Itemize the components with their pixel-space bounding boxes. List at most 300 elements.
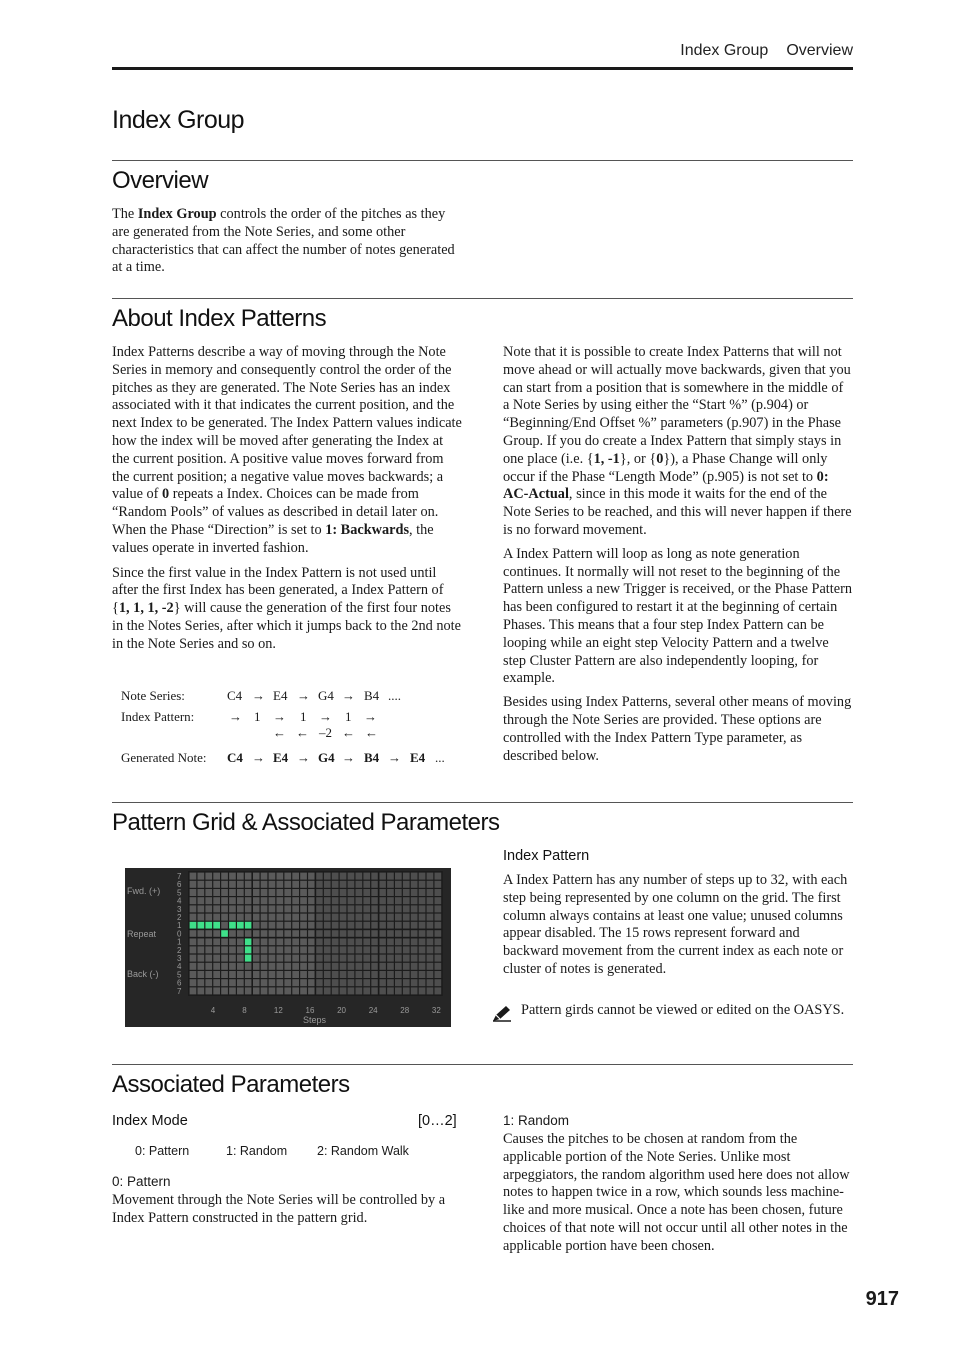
grid-cell [229, 987, 236, 994]
grid-cell [253, 873, 260, 880]
grid-cell [284, 955, 291, 962]
grid-cell [300, 897, 307, 904]
grid-cell [371, 922, 378, 929]
grid-cell [324, 914, 331, 921]
grid-cell [395, 979, 402, 986]
grid-cell [284, 938, 291, 945]
grid-row-number: 7 [177, 986, 182, 996]
grid-cell [419, 979, 426, 986]
grid-cell [269, 987, 276, 994]
grid-cell [292, 922, 299, 929]
grid-cell [229, 873, 236, 880]
grid-cell [427, 905, 434, 912]
grid-cell [245, 930, 252, 937]
grid-cell [284, 971, 291, 978]
example-cell: B4 [364, 750, 380, 765]
grid-cell [363, 938, 370, 945]
grid-cell [356, 881, 363, 888]
grid-cell [395, 946, 402, 953]
grid-cell [261, 914, 268, 921]
about-heading: About Index Patterns [112, 305, 327, 332]
grid-cell [205, 897, 212, 904]
grid-cell [363, 963, 370, 970]
grid-cell [348, 955, 355, 962]
grid-cell [284, 905, 291, 912]
grid-cell [419, 922, 426, 929]
grid-cell [269, 946, 276, 953]
grid-cell-on [198, 922, 205, 929]
grid-cell [190, 987, 197, 994]
grid-cell [190, 979, 197, 986]
grid-cell [419, 897, 426, 904]
grid-cell [284, 914, 291, 921]
grid-cell [324, 905, 331, 912]
grid-cell [379, 987, 386, 994]
grid-cell [205, 889, 212, 896]
grid-cell [435, 873, 442, 880]
grid-cell [221, 987, 228, 994]
example-cell: E4 [273, 750, 289, 765]
grid-cell [198, 930, 205, 937]
running-header-subsection: Overview [786, 42, 853, 59]
grid-cell [237, 946, 244, 953]
grid-cell [363, 873, 370, 880]
grid-cell [316, 963, 323, 970]
grid-cell [213, 955, 220, 962]
grid-cell [269, 914, 276, 921]
grid-cell [277, 930, 284, 937]
grid-cell [332, 979, 339, 986]
option-random-walk: 2: Random Walk [317, 1144, 409, 1158]
grid-cell [300, 946, 307, 953]
grid-cell [284, 946, 291, 953]
grid-cell [292, 946, 299, 953]
grid-cell [427, 897, 434, 904]
grid-cell [300, 955, 307, 962]
grid-cell [237, 971, 244, 978]
grid-cell [190, 930, 197, 937]
grid-cell [435, 897, 442, 904]
grid-cell [237, 963, 244, 970]
example-cell: 1 [300, 709, 307, 724]
grid-cell [198, 979, 205, 986]
grid-cell [300, 971, 307, 978]
grid-cell [190, 946, 197, 953]
grid-cell-on [245, 922, 252, 929]
grid-cell [261, 955, 268, 962]
grid-cell [435, 905, 442, 912]
grid-cell [277, 963, 284, 970]
opt1-body: Causes the pitches to be chosen at random from the applicable portion of the Note Series. Unlike most arpeggiators, the random algorithm used here does not allow notes to happen twice in a row, which sounds less machine-like and more musical. Once a note has been chosen, future choices of that note will not occur until all other notes in the applicable portion have been chosen. [503, 1131, 850, 1254]
grid-cell [198, 987, 205, 994]
grid-row-number: 3 [177, 904, 182, 914]
grid-x-tick: 12 [273, 1006, 283, 1015]
grid-cell [340, 930, 347, 937]
grid-cell [324, 955, 331, 962]
grid-cell [205, 963, 212, 970]
grid-cell [229, 971, 236, 978]
grid-cell-on [245, 955, 252, 962]
grid-cell [253, 955, 260, 962]
grid-cell [427, 987, 434, 994]
grid-cell [316, 873, 323, 880]
grid-cell [245, 905, 252, 912]
associated-heading: Associated Parameters [112, 1071, 350, 1098]
grid-cell [371, 963, 378, 970]
grid-cell-on [245, 938, 252, 945]
grid-cell [403, 897, 410, 904]
grid-cell [411, 914, 418, 921]
grid-cell [308, 963, 315, 970]
grid-cell [229, 946, 236, 953]
grid-cell [427, 930, 434, 937]
grid-cell [411, 955, 418, 962]
grid-cell [261, 930, 268, 937]
grid-cell [411, 987, 418, 994]
grid-cell [411, 873, 418, 880]
grid-cell [205, 873, 212, 880]
grid-cell [269, 881, 276, 888]
grid-cell [356, 946, 363, 953]
grid-cell [419, 914, 426, 921]
example-cell: B4 [364, 688, 380, 703]
section-rule [112, 160, 853, 161]
grid-label-steps: Steps [303, 1015, 327, 1025]
example-label-note-series: Note Series: [121, 688, 185, 703]
grid-cell [363, 881, 370, 888]
grid-cell [284, 873, 291, 880]
grid-cell [221, 979, 228, 986]
grid-cell [419, 987, 426, 994]
grid-cell [427, 946, 434, 953]
grid-cell [387, 889, 394, 896]
page-number: 917 [865, 1288, 899, 1310]
grid-cell [395, 963, 402, 970]
grid-cell [411, 922, 418, 929]
grid-cell [371, 881, 378, 888]
grid-cell [356, 971, 363, 978]
grid-cell [348, 881, 355, 888]
grid-cell [419, 938, 426, 945]
grid-cell [190, 914, 197, 921]
grid-row-number: 5 [177, 970, 182, 980]
grid-cell [379, 914, 386, 921]
grid-cell [340, 914, 347, 921]
grid-cell [237, 955, 244, 962]
grid-cell [245, 963, 252, 970]
grid-cell [340, 963, 347, 970]
grid-x-tick: 24 [368, 1006, 378, 1015]
grid-cell [363, 922, 370, 929]
example-label-index-pattern: Index Pattern: [121, 709, 195, 724]
section-rule [112, 1064, 853, 1065]
grid-label-fwd: Fwd. (+) [127, 886, 161, 896]
grid-cell [324, 922, 331, 929]
grid-cell [371, 905, 378, 912]
grid-cell [261, 979, 268, 986]
grid-cell [316, 987, 323, 994]
grid-cell [292, 905, 299, 912]
grid-cell [340, 897, 347, 904]
grid-cell [340, 938, 347, 945]
grid-cell [237, 930, 244, 937]
grid-cell [229, 930, 236, 937]
grid-cell [308, 946, 315, 953]
grid-cell [221, 938, 228, 945]
grid-cell [332, 930, 339, 937]
grid-cell [340, 955, 347, 962]
grid-cell [221, 873, 228, 880]
example-arrow: ← [342, 725, 355, 740]
grid-row-number: 2 [177, 945, 182, 955]
grid-cell [292, 914, 299, 921]
running-header-section: Index Group [680, 42, 769, 59]
grid-cell [284, 987, 291, 994]
grid-cell [292, 930, 299, 937]
grid-cell [363, 914, 370, 921]
example-arrow: → [342, 750, 355, 765]
grid-cell [395, 881, 402, 888]
grid-cell [308, 905, 315, 912]
overview-paragraph: The Index Group controls the order of the pitches as they are generated from the Note Series, and some other characteristics that can affect the number of notes generated at a time. [112, 206, 455, 276]
grid-cell [411, 897, 418, 904]
grid-cell [340, 946, 347, 953]
grid-cell [213, 946, 220, 953]
grid-cell [348, 971, 355, 978]
example-cell: –2 [319, 725, 332, 740]
grid-cell [403, 979, 410, 986]
grid-cell [363, 946, 370, 953]
grid-cell [300, 881, 307, 888]
grid-cell [371, 987, 378, 994]
grid-cell [221, 955, 228, 962]
grid-cell [261, 922, 268, 929]
grid-cell [324, 938, 331, 945]
grid-cell [213, 873, 220, 880]
grid-cell [277, 897, 284, 904]
grid-cell [277, 987, 284, 994]
example-arrow: → [388, 750, 401, 765]
grid-cell [237, 889, 244, 896]
example-cell: E4 [273, 688, 288, 703]
grid-cell [205, 905, 212, 912]
grid-cell [316, 905, 323, 912]
grid-cell [237, 914, 244, 921]
grid-cell [427, 955, 434, 962]
grid-cell [348, 914, 355, 921]
grid-cell [348, 897, 355, 904]
grid-cell [356, 914, 363, 921]
grid-cell [284, 922, 291, 929]
grid-cell [332, 905, 339, 912]
grid-row-number: 7 [177, 872, 182, 881]
grid-cell [403, 889, 410, 896]
grid-cell [395, 938, 402, 945]
grid-x-tick: 4 [210, 1006, 216, 1015]
grid-cell [435, 889, 442, 896]
grid-cell [198, 897, 205, 904]
grid-cell [340, 987, 347, 994]
grid-cell [363, 930, 370, 937]
grid-row-number: 3 [177, 954, 182, 963]
grid-cell [435, 971, 442, 978]
grid-cell [229, 914, 236, 921]
grid-cell [308, 881, 315, 888]
example-arrow: → [364, 709, 377, 724]
grid-cell [356, 955, 363, 962]
grid-label-back: Back (-) [127, 969, 159, 979]
grid-cell [435, 979, 442, 986]
grid-row-number: 4 [177, 896, 182, 906]
grid-cell [332, 881, 339, 888]
grid-cell [190, 873, 197, 880]
grid-cell [427, 889, 434, 896]
grid-row-number: 2 [177, 913, 182, 922]
grid-cell [300, 987, 307, 994]
index-pattern-paragraph: A Index Pattern has any number of steps up to 32, with each step being represented by one column on the grid. The first column always contains at least one value; unused columns appear disabled. The 15 rows represent forward and backward movement from the current index as each note or cluster of notes is generated. [503, 872, 848, 977]
grid-cell [277, 938, 284, 945]
grid-cell [237, 873, 244, 880]
grid-cell [324, 963, 331, 970]
grid-cell [379, 922, 386, 929]
grid-cell-on [237, 922, 244, 929]
grid-cell [395, 971, 402, 978]
grid-cell [348, 979, 355, 986]
grid-cell [403, 987, 410, 994]
grid-cell [261, 946, 268, 953]
grid-cell-on [229, 922, 236, 929]
grid-cell [348, 889, 355, 896]
grid-cell [277, 979, 284, 986]
grid-cell [269, 963, 276, 970]
grid-cell [245, 971, 252, 978]
option-random: 1: Random [226, 1144, 288, 1158]
grid-cell [403, 914, 410, 921]
grid-cell [213, 889, 220, 896]
grid-cell [363, 971, 370, 978]
grid-cell [332, 889, 339, 896]
grid-cell [363, 987, 370, 994]
grid-cell [395, 922, 402, 929]
grid-cell [253, 930, 260, 937]
grid-cell [198, 971, 205, 978]
grid-cell [277, 914, 284, 921]
grid-cell [379, 946, 386, 953]
grid-cell [300, 979, 307, 986]
grid-cell [356, 905, 363, 912]
grid-cell [332, 971, 339, 978]
grid-cell [237, 881, 244, 888]
example-cell: C4 [227, 750, 243, 765]
grid-cell [316, 971, 323, 978]
grid-cell [253, 914, 260, 921]
grid-cell [284, 897, 291, 904]
grid-cell [356, 979, 363, 986]
grid-cell [435, 922, 442, 929]
grid-cell [308, 955, 315, 962]
grid-cell [245, 889, 252, 896]
grid-cell [190, 938, 197, 945]
grid-cell [363, 979, 370, 986]
about-paragraph-2: Since the first value in the Index Pattern is not used until after the first Index has been generated, a Index Pattern of {1, 1, 1, -2} will cause the generation of the first four notes in the Notes Series, after which it jumps back to the 2nd note in the Note Series and so on. [112, 564, 462, 652]
grid-cell [395, 955, 402, 962]
example-cell: G4 [318, 688, 334, 703]
grid-cell [198, 955, 205, 962]
grid-cell [435, 930, 442, 937]
grid-cell [427, 971, 434, 978]
grid-cell [277, 946, 284, 953]
grid-cell [324, 873, 331, 880]
grid-cell [253, 889, 260, 896]
grid-cell [300, 922, 307, 929]
grid-x-tick: 32 [431, 1006, 441, 1015]
example-cell: C4 [227, 688, 243, 703]
grid-cell [387, 914, 394, 921]
grid-cell [198, 938, 205, 945]
grid-cell [403, 963, 410, 970]
grid-cell [284, 930, 291, 937]
grid-cell [253, 922, 260, 929]
grid-cell [419, 881, 426, 888]
grid-cell [316, 946, 323, 953]
grid-row-number: 5 [177, 888, 182, 898]
example-cell: E4 [410, 750, 426, 765]
grid-cell [229, 938, 236, 945]
grid-cell [387, 963, 394, 970]
grid-cell [221, 897, 228, 904]
about-paragraph-3: Note that it is possible to create Index Patterns that will not move ahead or will actually move backwards, given that you can start from a position that is somewhere in the middle of a Note Series by using either the “Start %” (p.904) or “Beginning/End Offset %” parameters (p.907) in the Phase Group. If you do create a Index Pattern that simply stays in one place (i.e. {1, -1}, or {0}), a Phase Change will only occur if the Phase “Length Mode” (p.905) is not set to 0: AC-Actual, since in this mode it waits for the end of the Note Series to be reached, and this will never happen if there is no forward movement. [503, 344, 852, 538]
page-title: Index Group [112, 106, 245, 134]
pattern-grid-heading: Pattern Grid & Associated Parameters [112, 809, 500, 836]
grid-cell [277, 955, 284, 962]
grid-cell [371, 873, 378, 880]
grid-cell-on [213, 922, 220, 929]
grid-cell [269, 955, 276, 962]
grid-cell [213, 971, 220, 978]
grid-cell [205, 930, 212, 937]
grid-cell [229, 881, 236, 888]
grid-cell [411, 930, 418, 937]
grid-cell [427, 979, 434, 986]
grid-cell [403, 873, 410, 880]
grid-cell [387, 897, 394, 904]
grid-cell [269, 922, 276, 929]
index-pattern-example [121, 688, 461, 778]
grid-cell [324, 987, 331, 994]
grid-cell [316, 922, 323, 929]
grid-cell [245, 897, 252, 904]
grid-label-repeat: Repeat [127, 929, 157, 939]
grid-cell [205, 955, 212, 962]
example-label-generated-note: Generated Note: [121, 750, 207, 765]
grid-cell [245, 873, 252, 880]
grid-cell [308, 922, 315, 929]
grid-cell [308, 987, 315, 994]
grid-cell [284, 881, 291, 888]
grid-cell [324, 971, 331, 978]
grid-cell [237, 905, 244, 912]
grid-cell [419, 963, 426, 970]
grid-cell [205, 979, 212, 986]
grid-cell [379, 905, 386, 912]
grid-cell [253, 946, 260, 953]
grid-cell [332, 897, 339, 904]
grid-cell [340, 979, 347, 986]
grid-cell [292, 963, 299, 970]
grid-cell [229, 897, 236, 904]
grid-cell [403, 930, 410, 937]
grid-cell [324, 897, 331, 904]
